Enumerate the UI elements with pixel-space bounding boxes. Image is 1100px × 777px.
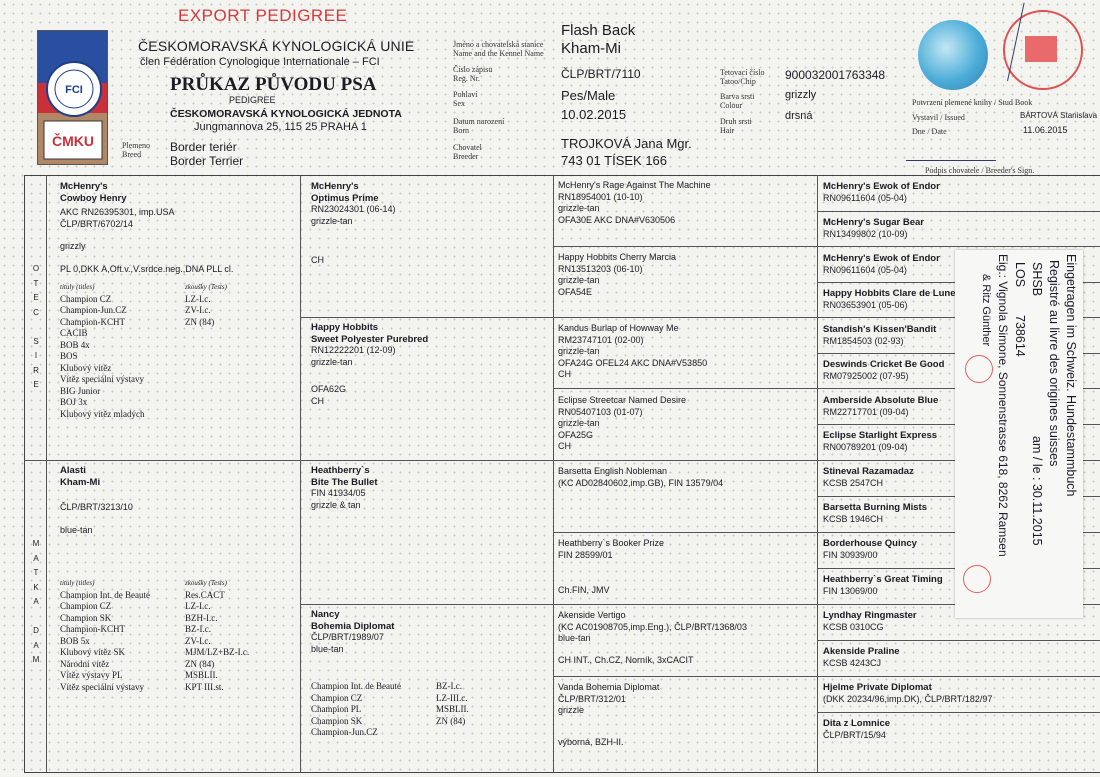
cmku-logo-text: ČMKU bbox=[52, 133, 94, 149]
colour-label: Barva srsti Colour bbox=[720, 92, 755, 110]
g4-cell-4: Happy Hobbits Clare de Lune RN03653901 (05-06) bbox=[823, 288, 956, 310]
g3-cell-6: Heathberry`s Booker Prize FIN 28599/01 Ch.FIN, JMV bbox=[558, 538, 665, 595]
sticker-line-1: Eingetragen im Schweiz. Hundestammbuch bbox=[1064, 254, 1078, 497]
g4-cell-15: Hjelme Private Diplomat (DKK 20234/96,imp.DK), ČLP/BRT/182/97 bbox=[823, 682, 993, 704]
issued-label: Vystavil / Issued bbox=[912, 113, 965, 122]
dam-vertical-label: M A T K A D A M bbox=[32, 539, 40, 664]
g4-cell-6: Deswinds Cricket Be Good RM07925002 (07-95) bbox=[823, 359, 945, 381]
breeder-label: Chovatel Breeder bbox=[453, 143, 482, 161]
breeder-signature-icon bbox=[906, 146, 1005, 161]
issue-date: 11.06.2015 bbox=[1023, 125, 1068, 135]
sticker-line-2: Registré au livre des origines suisses bbox=[1047, 260, 1061, 467]
document-title: PRŮKAZ PŮVODU PSA bbox=[170, 74, 377, 95]
sticker-registered-date: am / le : 30.11.2015 bbox=[1030, 436, 1044, 546]
dog-colour: grizzly bbox=[785, 89, 817, 101]
hologram-seal-icon bbox=[918, 20, 988, 90]
chip-label: Tetovací číslo Tatoo/Chip bbox=[720, 68, 765, 86]
sticker-co-owner: & Ritz Günther bbox=[980, 274, 992, 347]
chip-number: 900032001763348 bbox=[785, 68, 886, 82]
dam-cell: Alasti Kham-Mi ČLP/BRT/3213/10 blue-tan tituly (titles) zkoušky (Tests) Champion Int. de Beauté Res.CACT Champion CZ LZ-I.c. Champion SK BZH-I.c. Champion-KCHT BZ-I.c. BOB 5x ZV-I.c. Klubový vítěz SK MJM/LZ+BZ-I.c. Národní vítěz ZN (84) Vítěz výstavy PL MSBLII. Vítěz speciální výstavy KPT III.st. bbox=[60, 465, 250, 692]
granddam-maternal-cell: Nancy Bohemia Diplomat ČLP/BRT/1989/07 blue-tan Champion Int. de Beauté BZ-I.c. Champion CZ LZ-III.c. Champion PL MSBLII. Champion SK ZN (84) Champion-Jun.CZ bbox=[311, 609, 469, 737]
dog-birth-date: 10.02.2015 bbox=[561, 107, 627, 122]
g4-cell-14: Akenside Praline KCSB 4243CJ bbox=[823, 646, 900, 668]
sire-cell: McHenry's Cowboy Henry AKC RN26395301, imp.USA ČLP/BRT/6702/14 grizzly PL 0,DKK A,Oft.v.,V.srdce.neg.,DNA PLL cl. tituly (titles) zkoušky (Tests) Champion CZ LZ-I.c. Champion-Jun.CZ ZV-I.c. Champion-KCHT ZN (84) CACIB BOB 4x BOS Klubový vítěz Vítěz speciální výstavy BIG Junior BOJ 3x Klubový vítěz mladých bbox=[60, 181, 234, 419]
society-name: ČESKOMORAVSKÁ KYNOLOGICKÁ JEDNOTA bbox=[170, 108, 402, 120]
g4-cell-7: Amberside Absolute Blue RM22717701 (09-04) bbox=[823, 395, 939, 417]
dog-reg-number: ČLP/BRT/7110 bbox=[561, 67, 641, 81]
studbook-label: Potvrzení plemené knihy / Stud Book bbox=[912, 98, 1033, 107]
g4-cell-2: McHenry's Sugar Bear RN13499802 (10-09) bbox=[823, 217, 924, 239]
issued-by: BÁRTOVÁ Stanislava bbox=[1020, 111, 1098, 120]
g3-cell-1: McHenry's Rage Against The Machine RN18954001 (10-10) grizzle-tan OFA30E AKC DNA#V630506 bbox=[558, 180, 711, 225]
g3-cell-5: Barsetta English Nobleman (KC AD02840602,imp.GB), FIN 13579/04 bbox=[558, 466, 724, 488]
g4-cell-13: Lyndhay Ringmaster KCSB 0310CG bbox=[823, 610, 917, 632]
granddam-paternal-cell: Happy Hobbits Sweet Polyester Purebred RN12222201 (12-09) grizzle-tan OFA62G CH bbox=[311, 322, 429, 406]
date-label: Dne / Date bbox=[912, 127, 947, 136]
g3-cell-4: Eclipse Streetcar Named Desire RN05407103 (01-07) grizzle-tan OFA25G CH bbox=[558, 395, 687, 451]
g3-cell-2: Happy Hobbits Cherry Marcia RN13513203 (06-10) grizzle-tan OFA54E bbox=[558, 252, 677, 297]
breed-value: Border teriér Border Terrier bbox=[170, 140, 244, 168]
g4-cell-1: McHenry's Ewok of Endor RN09611604 (05-04) bbox=[823, 181, 940, 203]
society-address: Jungmannova 25, 115 25 PRAHA 1 bbox=[194, 121, 367, 133]
born-label: Datum narození Born bbox=[453, 117, 505, 135]
sticker-stamp-icon bbox=[965, 355, 993, 383]
sex-label: Pohlaví Sex bbox=[453, 90, 478, 108]
hair-label: Druh srsti Hair bbox=[720, 117, 752, 135]
g4-cell-3: McHenry's Ewok of Endor RN09611604 (05-04) bbox=[823, 253, 940, 275]
dog-breeder: TROJKOVÁ Jana Mgr. 743 01 TÍSEK 166 bbox=[561, 136, 692, 168]
g4-cell-9: Stineval Razamadaz KCSB 2547CH bbox=[823, 466, 914, 488]
name-label: Jméno a chovatelská stanice Name and the Kennel Name bbox=[453, 40, 544, 58]
breed-label: Plemeno Breed bbox=[122, 141, 150, 159]
grandsire-maternal-cell: Heathberry`s Bite The Bullet FIN 41934/05 grizzle & tan bbox=[311, 465, 378, 510]
g3-cell-7: Akenside Vertigo (KC AC01908705,imp.Eng.), ČLP/BRT/1368/03 blue-tan CH INT., Ch.CZ, Norník, 3xCACIT bbox=[558, 610, 747, 665]
document-subtitle: PEDIGREE bbox=[229, 95, 276, 105]
sticker-los-label: LOS bbox=[1013, 262, 1027, 288]
g4-cell-8: Eclipse Starlight Express RN00789201 (09-04) bbox=[823, 430, 938, 452]
dog-name: Flash Back Kham-Mi bbox=[561, 22, 636, 57]
grandsire-paternal-cell: McHenry's Optimus Prime RN23024301 (06-14) grizzle-tan CH bbox=[311, 181, 396, 265]
dog-hair: drsná bbox=[785, 110, 813, 122]
sticker-owner: Eig.: Vignola Simone, Sonnenstrasse 618, 8262 Ramsen bbox=[996, 254, 1010, 557]
reg-label: Číslo zápisu Reg. Nr. bbox=[453, 65, 493, 83]
swiss-registration-sticker bbox=[955, 250, 1083, 618]
sticker-shsb: SHSB bbox=[1030, 262, 1044, 297]
fci-logo-text: FCI bbox=[65, 84, 83, 96]
g4-cell-12: Heathberry`s Great Timing FIN 13069/00 bbox=[823, 574, 943, 596]
fci-membership: člen Fédération Cynologique Internationale – FCI bbox=[140, 56, 380, 68]
kennel-union-logo bbox=[37, 30, 108, 165]
g4-cell-5: Standish's Kissen'Bandit RM1854503 (02-93) bbox=[823, 324, 937, 346]
g3-cell-3: Kandus Burlap of Howway Me RM23747101 (02-00) grizzle-tan OFA24G OFEL24 AKC DNA#V53850 CH bbox=[558, 323, 708, 379]
dog-sex: Pes/Male bbox=[561, 88, 616, 103]
g4-cell-11: Borderhouse Quincy FIN 30939/00 bbox=[823, 538, 917, 560]
g3-cell-8: Vanda Bohemia Diplomat ČLP/BRT/312/01 grizzle výborná, BZH-II. bbox=[558, 682, 660, 747]
g4-cell-16: Dita z Lomnice ČLP/BRT/15/94 bbox=[823, 718, 891, 740]
signature-label: Podpis chovatele / Breeder's Sign. bbox=[925, 166, 1035, 175]
sire-vertical-label: O T E C S I R E bbox=[32, 264, 40, 389]
sticker-los-number: 738614 bbox=[1013, 315, 1027, 357]
export-pedigree-stamp: EXPORT PEDIGREE bbox=[178, 6, 348, 25]
union-title: ČESKOMORAVSKÁ KYNOLOGICKÁ UNIE bbox=[138, 38, 415, 54]
sticker-stamp-icon-2 bbox=[963, 565, 991, 593]
g4-cell-10: Barsetta Burning Mists KCSB 1946CH bbox=[823, 502, 927, 524]
